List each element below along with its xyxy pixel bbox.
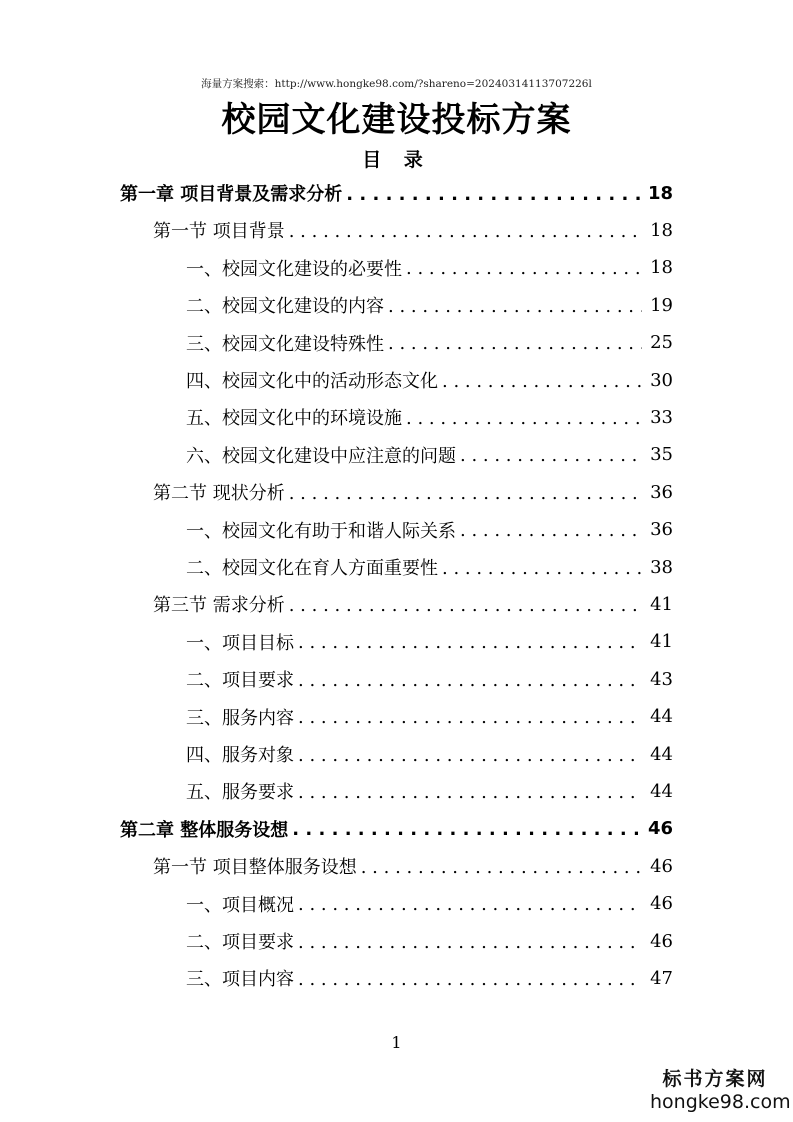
- toc-entry-label: 一、项目概况: [186, 894, 294, 916]
- toc-entry-label: 二、项目要求: [186, 670, 294, 692]
- toc-entry-label: 四、服务对象: [186, 745, 294, 766]
- toc-entry-item[interactable]: [186, 886, 673, 922]
- toc-entry-item[interactable]: [186, 437, 673, 473]
- toc-entry-item[interactable]: [186, 773, 673, 809]
- toc-entry-label: 六、校园文化建设中应注意的问题: [186, 445, 456, 467]
- header-watermark: 海量方案搜索：http://www.hongke98.com/?shareno=20240314113707226l: [201, 78, 592, 90]
- toc-entry-label: 五、服务要求: [186, 782, 294, 804]
- toc-leader-dots: [298, 969, 642, 990]
- brand-name: 标书方案网: [662, 1068, 768, 1090]
- toc-entry-item[interactable]: [186, 325, 673, 361]
- toc-entry-page: 38: [650, 556, 673, 578]
- toc-entry-item[interactable]: [186, 736, 673, 772]
- toc-entry-label: 二、项目要求: [186, 932, 294, 953]
- toc-entry-section[interactable]: [153, 474, 673, 510]
- toc-leader-dots: [298, 894, 642, 915]
- toc-entry-item[interactable]: [186, 512, 673, 548]
- toc-leader-dots: [406, 258, 642, 279]
- toc-entry-page: 36: [650, 519, 673, 541]
- toc-leader-dots: [460, 445, 642, 466]
- toc-entry-label: 五、校园文化中的环境设施: [186, 408, 402, 430]
- toc-leader-dots: [442, 558, 642, 579]
- toc-entry-item[interactable]: [186, 549, 673, 585]
- toc-entry-section[interactable]: [153, 848, 673, 884]
- toc-leader-dots: [298, 932, 642, 953]
- toc-entry-item[interactable]: [186, 923, 673, 959]
- toc-entry-page: 19: [650, 294, 673, 316]
- toc-leader-dots: [298, 707, 642, 728]
- toc-entry-page: 35: [650, 444, 673, 466]
- toc-entry-page: 46: [647, 818, 673, 840]
- toc-entry-page: 41: [650, 593, 673, 615]
- toc-entry-label: 三、服务内容: [186, 707, 294, 729]
- toc-entry-item[interactable]: [186, 250, 673, 286]
- brand-logo: [650, 1068, 791, 1114]
- toc-leader-dots: [442, 371, 642, 392]
- toc-entry-label: 第一节 项目整体服务设想: [153, 857, 357, 879]
- toc-entry-label: 一、校园文化建设的必要性: [186, 258, 402, 280]
- toc-entry-item[interactable]: [186, 399, 673, 435]
- toc-entry-page: 41: [650, 631, 673, 653]
- toc-leader-dots: [406, 408, 642, 429]
- document-title: 校园文化建设投标方案: [221, 100, 572, 140]
- toc-leader-dots: [289, 595, 642, 616]
- toc-entry-page: 46: [650, 855, 673, 877]
- toc-leader-dots: [298, 670, 642, 691]
- toc-entry-page: 36: [650, 481, 673, 503]
- toc-entry-section[interactable]: [153, 212, 673, 248]
- toc-entry-label: 四、校园文化中的活动形态文化: [186, 371, 438, 392]
- toc-entry-item[interactable]: [186, 362, 673, 398]
- toc-entry-label: 二、校园文化建设的内容: [186, 296, 384, 318]
- toc-entry-page: 47: [650, 967, 673, 989]
- toc-entry-label: 一、校园文化有助于和谐人际关系: [186, 520, 456, 542]
- toc-entry-item[interactable]: [186, 960, 673, 996]
- toc-entry-page: 43: [650, 668, 673, 690]
- toc-leader-dots: [298, 745, 642, 766]
- toc-entry-page: 44: [650, 706, 673, 728]
- toc-entry-page: 30: [650, 369, 673, 391]
- toc-entry-section[interactable]: [153, 586, 673, 622]
- toc-entry-page: 18: [650, 219, 673, 241]
- toc-entry-label: 三、校园文化建设特殊性: [186, 333, 384, 355]
- toc-entry-page: 18: [650, 257, 673, 279]
- toc-entry-label: 第一章 项目背景及需求分析: [120, 184, 343, 205]
- toc-entry-item[interactable]: [186, 699, 673, 735]
- toc-entry-label: 第二节 现状分析: [153, 483, 285, 505]
- toc-entry-page: 33: [650, 406, 673, 428]
- toc-leader-dots: [292, 819, 640, 840]
- toc-leader-dots: [361, 857, 642, 878]
- toc-entry-chapter[interactable]: [120, 175, 673, 211]
- brand-url: hongke98.com: [650, 1091, 791, 1113]
- toc-entry-item[interactable]: [186, 661, 673, 697]
- toc-leader-dots: [298, 782, 642, 803]
- toc-entry-label: 三、项目内容: [186, 969, 294, 991]
- toc-entry-item[interactable]: [186, 287, 673, 323]
- toc-leader-dots: [460, 520, 642, 541]
- toc-entry-item[interactable]: [186, 624, 673, 660]
- toc-entry-label: 第二章 整体服务设想: [120, 819, 289, 841]
- toc-leader-dots: [298, 632, 642, 653]
- toc-entry-page: 46: [650, 893, 673, 915]
- toc-entry-page: 46: [650, 930, 673, 952]
- toc-entry-page: 25: [650, 332, 673, 354]
- toc-entry-page: 18: [647, 182, 673, 204]
- toc-leader-dots: [346, 184, 640, 205]
- toc-heading: 目 录: [362, 149, 431, 171]
- toc-entry-label: 第一节 项目背景: [153, 221, 285, 243]
- page-number: 1: [391, 1033, 402, 1052]
- toc-leader-dots: [388, 333, 642, 354]
- toc-entry-page: 44: [650, 780, 673, 802]
- toc-entry-page: 44: [650, 743, 673, 765]
- toc-leader-dots: [388, 296, 642, 317]
- toc-leader-dots: [289, 221, 642, 242]
- toc-entry-label: 二、校园文化在育人方面重要性: [186, 558, 438, 579]
- toc-entry-chapter[interactable]: [120, 811, 673, 847]
- toc-entry-label: 一、项目目标: [186, 632, 294, 654]
- toc-leader-dots: [289, 483, 642, 504]
- toc-entry-label: 第三节 需求分析: [153, 595, 285, 617]
